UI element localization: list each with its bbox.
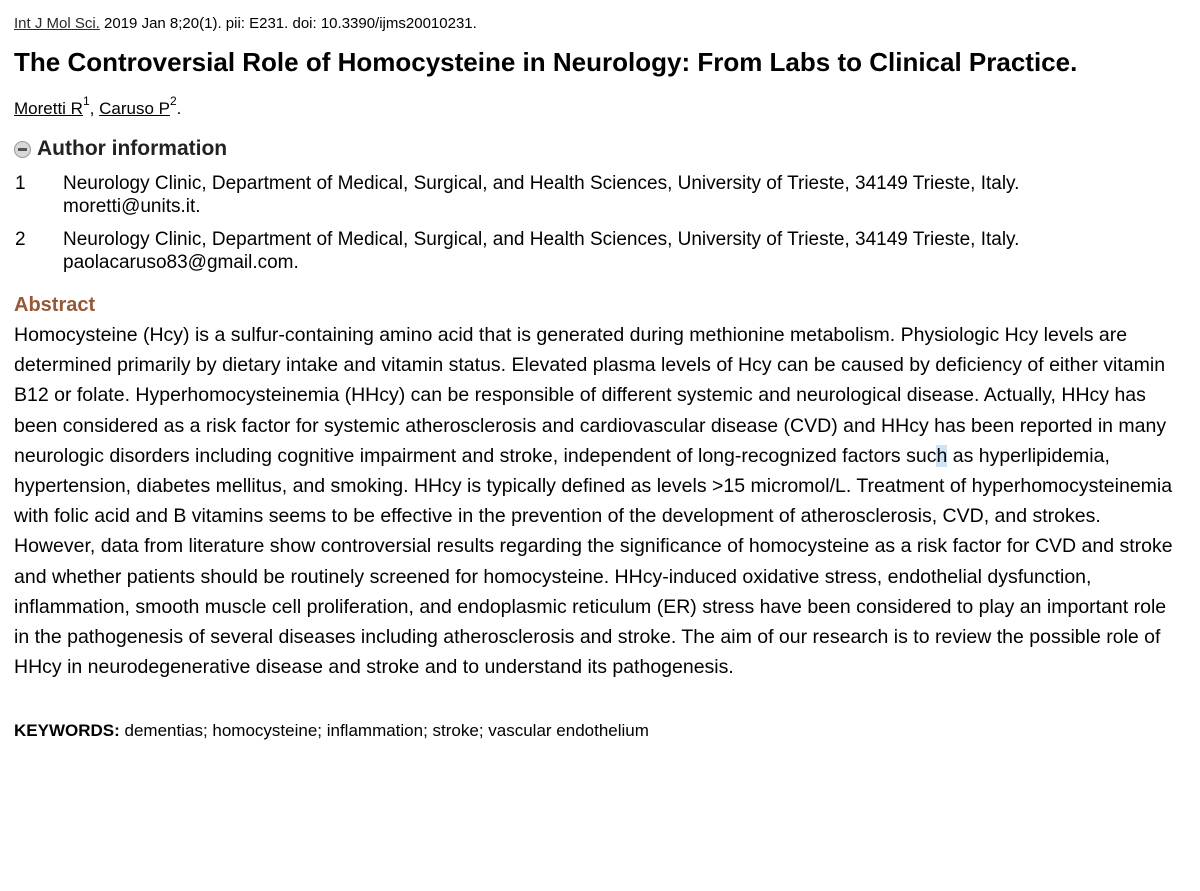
citation-line bbox=[14, 14, 1186, 36]
keywords-label: KEYWORDS: bbox=[14, 721, 120, 741]
author-list bbox=[14, 94, 1186, 120]
abstract-text bbox=[14, 320, 1186, 682]
affiliation-list bbox=[14, 172, 1186, 274]
author-link[interactable]: Caruso P bbox=[99, 99, 170, 118]
article-title: The Controversial Role of Homocysteine in Neurology: From Labs to Clinical Practice. bbox=[14, 47, 1078, 77]
abstract-text-part: as hyperlipidemia, hypertension, diabetes mellitus, and smoking. HHcy is typically defined as levels >15 micromol/L. Treatment of hyperhomocysteinemia with folic acid and B vitamins seems to be effective in the prevention of the development of atherosclerosis, CVD, and strokes. However, data from literature show controversial results regarding the significance of homocysteine as a risk factor for CVD and stroke and whether patients should be routinely screened for homocysteine. HHcy-induced oxidative stress, endothelial dysfunction, inflammation, smooth muscle cell proliferation, and endoplasmic reticulum (ER) stress have been considered to play an important role in the pathogenesis of several diseases including atherosclerosis and stroke. The aim of our research is to review the possible role of HHcy in neurodegenerative disease and stroke and to understand its pathogenesis. bbox=[14, 444, 1173, 679]
affiliation-email: moretti@units.it. bbox=[63, 196, 201, 217]
affiliation-email: paolacaruso83@gmail.com. bbox=[63, 252, 299, 273]
citation-details: 2019 Jan 8;20(1). pii: E231. doi: 10.3390/ijms20010231. bbox=[99, 15, 477, 32]
affiliation-number: 2 bbox=[15, 229, 26, 250]
keywords-list: dementias; homocysteine; inflammation; stroke; vascular endothelium bbox=[119, 721, 649, 741]
text-selection-highlight: h bbox=[936, 444, 948, 467]
article-page bbox=[14, 14, 1186, 742]
affiliation-address: Neurology Clinic, Department of Medical, Surgical, and Health Sciences, University of Trieste, 34149 Trieste, Italy. bbox=[63, 229, 1020, 250]
affiliation-text bbox=[63, 228, 1186, 274]
author-affiliation-marker: 2 bbox=[169, 94, 177, 109]
author-separator: . bbox=[176, 99, 182, 118]
affiliation-text bbox=[63, 172, 1186, 218]
author-separator: , bbox=[89, 99, 100, 118]
affiliation-item bbox=[14, 172, 1186, 218]
author-link[interactable]: Moretti R bbox=[14, 99, 83, 118]
author-affiliation-marker: 1 bbox=[82, 94, 90, 109]
abstract-text-part: Homocysteine (Hcy) is a sulfur-containing amino acid that is generated during methionine metabolism. Physiologic Hcy levels are determined primarily by dietary intake and vitamin status. Elevated plasma levels of Hcy can be caused by deficiency of either vitamin B12 or folate. Hyperhomocysteinemia (HHcy) can be responsible of different systemic and neurological disease. Actually, HHcy has been considered as a risk factor for systemic atherosclerosis and cardiovascular disease (CVD) and HHcy has been reported in many neurologic disorders including cognitive impairment and stroke, independent of long-recognized factors suc bbox=[14, 324, 1167, 467]
journal-link[interactable]: Int J Mol Sci. bbox=[14, 15, 100, 32]
author-information-heading: Author information bbox=[37, 137, 228, 160]
affiliation-number: 1 bbox=[15, 173, 26, 194]
keywords-line bbox=[14, 720, 1186, 742]
author-information-toggle[interactable] bbox=[14, 136, 1186, 162]
affiliation-address: Neurology Clinic, Department of Medical, Surgical, and Health Sciences, University of Trieste, 34149 Trieste, Italy. bbox=[63, 173, 1020, 194]
abstract-heading: Abstract bbox=[14, 294, 96, 316]
collapse-minus-icon[interactable] bbox=[14, 141, 31, 158]
affiliation-item bbox=[14, 228, 1186, 274]
